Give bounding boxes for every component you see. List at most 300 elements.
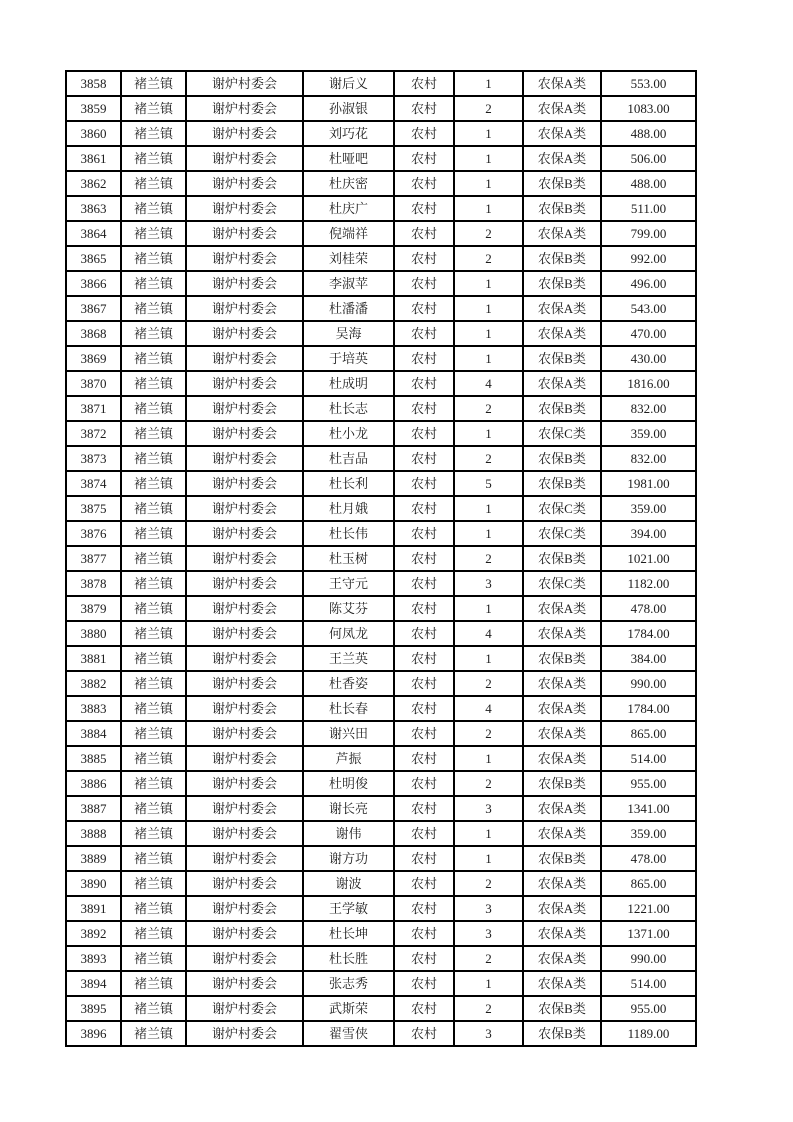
cell-amount: 1981.00 bbox=[601, 471, 696, 496]
cell-insurance-category: 农保B类 bbox=[523, 196, 601, 221]
cell-residence-type: 农村 bbox=[394, 1021, 454, 1046]
cell-residence-type: 农村 bbox=[394, 696, 454, 721]
cell-town: 褚兰镇 bbox=[121, 996, 186, 1021]
cell-amount: 514.00 bbox=[601, 971, 696, 996]
cell-seq: 3886 bbox=[66, 771, 121, 796]
cell-insurance-category: 农保A类 bbox=[523, 121, 601, 146]
cell-town: 褚兰镇 bbox=[121, 321, 186, 346]
cell-residence-type: 农村 bbox=[394, 146, 454, 171]
cell-insurance-category: 农保B类 bbox=[523, 446, 601, 471]
cell-person-count: 1 bbox=[454, 821, 523, 846]
cell-person-count: 3 bbox=[454, 921, 523, 946]
cell-insurance-category: 农保A类 bbox=[523, 96, 601, 121]
cell-village: 谢炉村委会 bbox=[186, 521, 303, 546]
cell-residence-type: 农村 bbox=[394, 871, 454, 896]
cell-residence-type: 农村 bbox=[394, 496, 454, 521]
cell-seq: 3884 bbox=[66, 721, 121, 746]
cell-town: 褚兰镇 bbox=[121, 621, 186, 646]
cell-person-count: 2 bbox=[454, 446, 523, 471]
cell-person-count: 3 bbox=[454, 896, 523, 921]
cell-name: 杜玉树 bbox=[303, 546, 394, 571]
cell-insurance-category: 农保B类 bbox=[523, 846, 601, 871]
cell-residence-type: 农村 bbox=[394, 996, 454, 1021]
cell-seq: 3878 bbox=[66, 571, 121, 596]
cell-town: 褚兰镇 bbox=[121, 946, 186, 971]
cell-town: 褚兰镇 bbox=[121, 396, 186, 421]
cell-village: 谢炉村委会 bbox=[186, 771, 303, 796]
cell-village: 谢炉村委会 bbox=[186, 496, 303, 521]
cell-residence-type: 农村 bbox=[394, 296, 454, 321]
cell-person-count: 2 bbox=[454, 721, 523, 746]
cell-amount: 359.00 bbox=[601, 421, 696, 446]
cell-amount: 384.00 bbox=[601, 646, 696, 671]
cell-town: 褚兰镇 bbox=[121, 571, 186, 596]
cell-person-count: 2 bbox=[454, 946, 523, 971]
table-row bbox=[66, 121, 696, 146]
cell-village: 谢炉村委会 bbox=[186, 921, 303, 946]
cell-amount: 1221.00 bbox=[601, 896, 696, 921]
cell-town: 褚兰镇 bbox=[121, 446, 186, 471]
cell-residence-type: 农村 bbox=[394, 721, 454, 746]
cell-insurance-category: 农保A类 bbox=[523, 921, 601, 946]
cell-town: 褚兰镇 bbox=[121, 371, 186, 396]
table-row bbox=[66, 146, 696, 171]
cell-name: 刘桂荣 bbox=[303, 246, 394, 271]
cell-amount: 488.00 bbox=[601, 121, 696, 146]
cell-residence-type: 农村 bbox=[394, 846, 454, 871]
cell-seq: 3863 bbox=[66, 196, 121, 221]
cell-person-count: 1 bbox=[454, 146, 523, 171]
cell-name: 杜长胜 bbox=[303, 946, 394, 971]
cell-village: 谢炉村委会 bbox=[186, 421, 303, 446]
cell-seq: 3885 bbox=[66, 746, 121, 771]
cell-seq: 3867 bbox=[66, 296, 121, 321]
cell-seq: 3860 bbox=[66, 121, 121, 146]
cell-town: 褚兰镇 bbox=[121, 346, 186, 371]
table-row bbox=[66, 71, 696, 96]
cell-insurance-category: 农保C类 bbox=[523, 421, 601, 446]
cell-seq: 3874 bbox=[66, 471, 121, 496]
cell-name: 武斯荣 bbox=[303, 996, 394, 1021]
cell-village: 谢炉村委会 bbox=[186, 546, 303, 571]
cell-name: 杜哑吧 bbox=[303, 146, 394, 171]
cell-insurance-category: 农保A类 bbox=[523, 71, 601, 96]
table-row bbox=[66, 771, 696, 796]
cell-town: 褚兰镇 bbox=[121, 521, 186, 546]
cell-person-count: 1 bbox=[454, 421, 523, 446]
cell-amount: 1189.00 bbox=[601, 1021, 696, 1046]
cell-person-count: 3 bbox=[454, 1021, 523, 1046]
table-row bbox=[66, 546, 696, 571]
cell-amount: 1182.00 bbox=[601, 571, 696, 596]
table-row bbox=[66, 996, 696, 1021]
cell-name: 李淑苹 bbox=[303, 271, 394, 296]
cell-town: 褚兰镇 bbox=[121, 971, 186, 996]
cell-insurance-category: 农保A类 bbox=[523, 871, 601, 896]
cell-village: 谢炉村委会 bbox=[186, 446, 303, 471]
cell-insurance-category: 农保B类 bbox=[523, 546, 601, 571]
cell-amount: 430.00 bbox=[601, 346, 696, 371]
payment-records-table bbox=[65, 70, 697, 1047]
table-row bbox=[66, 371, 696, 396]
cell-seq: 3891 bbox=[66, 896, 121, 921]
table-row bbox=[66, 471, 696, 496]
cell-residence-type: 农村 bbox=[394, 946, 454, 971]
cell-village: 谢炉村委会 bbox=[186, 871, 303, 896]
cell-village: 谢炉村委会 bbox=[186, 246, 303, 271]
cell-village: 谢炉村委会 bbox=[186, 796, 303, 821]
cell-residence-type: 农村 bbox=[394, 71, 454, 96]
table-row bbox=[66, 871, 696, 896]
cell-name: 杜长伟 bbox=[303, 521, 394, 546]
cell-seq: 3859 bbox=[66, 96, 121, 121]
cell-name: 谢方功 bbox=[303, 846, 394, 871]
cell-town: 褚兰镇 bbox=[121, 896, 186, 921]
cell-seq: 3877 bbox=[66, 546, 121, 571]
cell-town: 褚兰镇 bbox=[121, 246, 186, 271]
table-row bbox=[66, 296, 696, 321]
cell-insurance-category: 农保B类 bbox=[523, 771, 601, 796]
cell-amount: 506.00 bbox=[601, 146, 696, 171]
cell-village: 谢炉村委会 bbox=[186, 646, 303, 671]
cell-village: 谢炉村委会 bbox=[186, 121, 303, 146]
cell-name: 刘巧花 bbox=[303, 121, 394, 146]
cell-insurance-category: 农保A类 bbox=[523, 746, 601, 771]
cell-town: 褚兰镇 bbox=[121, 921, 186, 946]
cell-residence-type: 农村 bbox=[394, 321, 454, 346]
table-row bbox=[66, 421, 696, 446]
cell-person-count: 1 bbox=[454, 521, 523, 546]
cell-insurance-category: 农保A类 bbox=[523, 321, 601, 346]
cell-amount: 990.00 bbox=[601, 946, 696, 971]
cell-town: 褚兰镇 bbox=[121, 721, 186, 746]
cell-village: 谢炉村委会 bbox=[186, 396, 303, 421]
cell-person-count: 2 bbox=[454, 396, 523, 421]
cell-name: 谢波 bbox=[303, 871, 394, 896]
cell-person-count: 2 bbox=[454, 96, 523, 121]
cell-seq: 3869 bbox=[66, 346, 121, 371]
cell-seq: 3882 bbox=[66, 671, 121, 696]
cell-residence-type: 农村 bbox=[394, 121, 454, 146]
cell-residence-type: 农村 bbox=[394, 971, 454, 996]
cell-village: 谢炉村委会 bbox=[186, 296, 303, 321]
cell-person-count: 1 bbox=[454, 296, 523, 321]
cell-person-count: 1 bbox=[454, 71, 523, 96]
cell-person-count: 4 bbox=[454, 696, 523, 721]
cell-village: 谢炉村委会 bbox=[186, 96, 303, 121]
cell-name: 杜庆密 bbox=[303, 171, 394, 196]
cell-name: 杜长春 bbox=[303, 696, 394, 721]
cell-name: 王兰英 bbox=[303, 646, 394, 671]
cell-village: 谢炉村委会 bbox=[186, 196, 303, 221]
cell-residence-type: 农村 bbox=[394, 271, 454, 296]
cell-seq: 3893 bbox=[66, 946, 121, 971]
cell-amount: 955.00 bbox=[601, 771, 696, 796]
table-row bbox=[66, 496, 696, 521]
cell-village: 谢炉村委会 bbox=[186, 621, 303, 646]
cell-amount: 511.00 bbox=[601, 196, 696, 221]
table-row bbox=[66, 571, 696, 596]
cell-insurance-category: 农保A类 bbox=[523, 821, 601, 846]
cell-town: 褚兰镇 bbox=[121, 96, 186, 121]
cell-person-count: 4 bbox=[454, 371, 523, 396]
cell-insurance-category: 农保A类 bbox=[523, 371, 601, 396]
cell-town: 褚兰镇 bbox=[121, 646, 186, 671]
cell-insurance-category: 农保B类 bbox=[523, 996, 601, 1021]
cell-village: 谢炉村委会 bbox=[186, 696, 303, 721]
cell-residence-type: 农村 bbox=[394, 221, 454, 246]
cell-name: 杜庆广 bbox=[303, 196, 394, 221]
cell-seq: 3880 bbox=[66, 621, 121, 646]
cell-residence-type: 农村 bbox=[394, 196, 454, 221]
cell-amount: 478.00 bbox=[601, 596, 696, 621]
cell-amount: 1371.00 bbox=[601, 921, 696, 946]
cell-seq: 3864 bbox=[66, 221, 121, 246]
cell-amount: 990.00 bbox=[601, 671, 696, 696]
cell-name: 陈艾芬 bbox=[303, 596, 394, 621]
cell-name: 孙淑银 bbox=[303, 96, 394, 121]
cell-town: 褚兰镇 bbox=[121, 696, 186, 721]
cell-insurance-category: 农保A类 bbox=[523, 596, 601, 621]
cell-seq: 3896 bbox=[66, 1021, 121, 1046]
cell-town: 褚兰镇 bbox=[121, 671, 186, 696]
cell-insurance-category: 农保A类 bbox=[523, 621, 601, 646]
cell-seq: 3881 bbox=[66, 646, 121, 671]
table-row bbox=[66, 796, 696, 821]
cell-residence-type: 农村 bbox=[394, 571, 454, 596]
cell-seq: 3865 bbox=[66, 246, 121, 271]
cell-seq: 3890 bbox=[66, 871, 121, 896]
table-row bbox=[66, 521, 696, 546]
table-row bbox=[66, 646, 696, 671]
cell-residence-type: 农村 bbox=[394, 546, 454, 571]
cell-amount: 553.00 bbox=[601, 71, 696, 96]
cell-person-count: 2 bbox=[454, 671, 523, 696]
cell-seq: 3861 bbox=[66, 146, 121, 171]
cell-town: 褚兰镇 bbox=[121, 271, 186, 296]
cell-amount: 992.00 bbox=[601, 246, 696, 271]
table-row bbox=[66, 246, 696, 271]
cell-amount: 955.00 bbox=[601, 996, 696, 1021]
cell-insurance-category: 农保B类 bbox=[523, 1021, 601, 1046]
cell-insurance-category: 农保A类 bbox=[523, 221, 601, 246]
cell-residence-type: 农村 bbox=[394, 821, 454, 846]
cell-insurance-category: 农保C类 bbox=[523, 571, 601, 596]
table-row bbox=[66, 821, 696, 846]
cell-town: 褚兰镇 bbox=[121, 146, 186, 171]
table-row bbox=[66, 696, 696, 721]
cell-town: 褚兰镇 bbox=[121, 221, 186, 246]
table-row bbox=[66, 671, 696, 696]
cell-amount: 394.00 bbox=[601, 521, 696, 546]
cell-person-count: 1 bbox=[454, 196, 523, 221]
cell-person-count: 3 bbox=[454, 571, 523, 596]
cell-seq: 3862 bbox=[66, 171, 121, 196]
table-row bbox=[66, 321, 696, 346]
cell-insurance-category: 农保A类 bbox=[523, 896, 601, 921]
table-row bbox=[66, 921, 696, 946]
cell-amount: 359.00 bbox=[601, 821, 696, 846]
cell-person-count: 1 bbox=[454, 321, 523, 346]
cell-person-count: 1 bbox=[454, 846, 523, 871]
cell-village: 谢炉村委会 bbox=[186, 321, 303, 346]
cell-person-count: 4 bbox=[454, 621, 523, 646]
cell-town: 褚兰镇 bbox=[121, 796, 186, 821]
cell-person-count: 1 bbox=[454, 346, 523, 371]
cell-name: 王守元 bbox=[303, 571, 394, 596]
cell-residence-type: 农村 bbox=[394, 646, 454, 671]
cell-name: 谢后义 bbox=[303, 71, 394, 96]
cell-name: 杜香姿 bbox=[303, 671, 394, 696]
cell-town: 褚兰镇 bbox=[121, 496, 186, 521]
cell-residence-type: 农村 bbox=[394, 596, 454, 621]
cell-residence-type: 农村 bbox=[394, 346, 454, 371]
cell-person-count: 3 bbox=[454, 796, 523, 821]
cell-village: 谢炉村委会 bbox=[186, 71, 303, 96]
cell-insurance-category: 农保A类 bbox=[523, 696, 601, 721]
table-row bbox=[66, 721, 696, 746]
cell-village: 谢炉村委会 bbox=[186, 946, 303, 971]
cell-seq: 3870 bbox=[66, 371, 121, 396]
cell-village: 谢炉村委会 bbox=[186, 171, 303, 196]
cell-village: 谢炉村委会 bbox=[186, 721, 303, 746]
cell-town: 褚兰镇 bbox=[121, 821, 186, 846]
cell-insurance-category: 农保A类 bbox=[523, 721, 601, 746]
cell-village: 谢炉村委会 bbox=[186, 571, 303, 596]
cell-person-count: 1 bbox=[454, 496, 523, 521]
cell-residence-type: 农村 bbox=[394, 921, 454, 946]
cell-seq: 3876 bbox=[66, 521, 121, 546]
cell-insurance-category: 农保C类 bbox=[523, 496, 601, 521]
cell-residence-type: 农村 bbox=[394, 746, 454, 771]
cell-person-count: 1 bbox=[454, 121, 523, 146]
cell-town: 褚兰镇 bbox=[121, 171, 186, 196]
cell-insurance-category: 农保A类 bbox=[523, 946, 601, 971]
cell-person-count: 1 bbox=[454, 171, 523, 196]
cell-village: 谢炉村委会 bbox=[186, 846, 303, 871]
table-row bbox=[66, 896, 696, 921]
cell-seq: 3894 bbox=[66, 971, 121, 996]
cell-insurance-category: 农保A类 bbox=[523, 796, 601, 821]
cell-village: 谢炉村委会 bbox=[186, 996, 303, 1021]
cell-residence-type: 农村 bbox=[394, 671, 454, 696]
cell-name: 王学敏 bbox=[303, 896, 394, 921]
table-row bbox=[66, 746, 696, 771]
cell-seq: 3868 bbox=[66, 321, 121, 346]
cell-village: 谢炉村委会 bbox=[186, 596, 303, 621]
table-row bbox=[66, 346, 696, 371]
cell-residence-type: 农村 bbox=[394, 96, 454, 121]
cell-name: 何凤龙 bbox=[303, 621, 394, 646]
cell-insurance-category: 农保A类 bbox=[523, 296, 601, 321]
cell-amount: 865.00 bbox=[601, 871, 696, 896]
table-row bbox=[66, 596, 696, 621]
cell-amount: 478.00 bbox=[601, 846, 696, 871]
cell-residence-type: 农村 bbox=[394, 621, 454, 646]
cell-insurance-category: 农保B类 bbox=[523, 171, 601, 196]
cell-village: 谢炉村委会 bbox=[186, 146, 303, 171]
cell-person-count: 1 bbox=[454, 646, 523, 671]
cell-name: 于培英 bbox=[303, 346, 394, 371]
table-body bbox=[66, 71, 696, 1046]
cell-seq: 3858 bbox=[66, 71, 121, 96]
cell-name: 谢兴田 bbox=[303, 721, 394, 746]
cell-insurance-category: 农保B类 bbox=[523, 646, 601, 671]
cell-insurance-category: 农保B类 bbox=[523, 396, 601, 421]
cell-residence-type: 农村 bbox=[394, 521, 454, 546]
cell-insurance-category: 农保B类 bbox=[523, 471, 601, 496]
cell-town: 褚兰镇 bbox=[121, 846, 186, 871]
table-row bbox=[66, 96, 696, 121]
cell-amount: 543.00 bbox=[601, 296, 696, 321]
cell-town: 褚兰镇 bbox=[121, 746, 186, 771]
cell-person-count: 5 bbox=[454, 471, 523, 496]
cell-amount: 832.00 bbox=[601, 396, 696, 421]
cell-person-count: 1 bbox=[454, 596, 523, 621]
cell-amount: 865.00 bbox=[601, 721, 696, 746]
cell-seq: 3872 bbox=[66, 421, 121, 446]
cell-village: 谢炉村委会 bbox=[186, 896, 303, 921]
cell-amount: 799.00 bbox=[601, 221, 696, 246]
cell-amount: 832.00 bbox=[601, 446, 696, 471]
cell-seq: 3889 bbox=[66, 846, 121, 871]
cell-seq: 3873 bbox=[66, 446, 121, 471]
cell-residence-type: 农村 bbox=[394, 771, 454, 796]
cell-insurance-category: 农保B类 bbox=[523, 271, 601, 296]
cell-residence-type: 农村 bbox=[394, 396, 454, 421]
cell-person-count: 2 bbox=[454, 246, 523, 271]
cell-name: 杜小龙 bbox=[303, 421, 394, 446]
cell-village: 谢炉村委会 bbox=[186, 346, 303, 371]
cell-village: 谢炉村委会 bbox=[186, 221, 303, 246]
cell-person-count: 2 bbox=[454, 546, 523, 571]
cell-name: 翟雪侠 bbox=[303, 1021, 394, 1046]
table-row bbox=[66, 971, 696, 996]
cell-name: 杜长坤 bbox=[303, 921, 394, 946]
cell-amount: 1816.00 bbox=[601, 371, 696, 396]
cell-name: 杜长志 bbox=[303, 396, 394, 421]
cell-amount: 496.00 bbox=[601, 271, 696, 296]
cell-town: 褚兰镇 bbox=[121, 771, 186, 796]
cell-residence-type: 农村 bbox=[394, 796, 454, 821]
cell-person-count: 1 bbox=[454, 971, 523, 996]
cell-town: 褚兰镇 bbox=[121, 421, 186, 446]
cell-name: 杜明俊 bbox=[303, 771, 394, 796]
cell-residence-type: 农村 bbox=[394, 896, 454, 921]
cell-residence-type: 农村 bbox=[394, 446, 454, 471]
table-row bbox=[66, 271, 696, 296]
cell-village: 谢炉村委会 bbox=[186, 671, 303, 696]
table-row bbox=[66, 946, 696, 971]
cell-person-count: 1 bbox=[454, 746, 523, 771]
cell-name: 杜成明 bbox=[303, 371, 394, 396]
cell-person-count: 2 bbox=[454, 221, 523, 246]
table-row bbox=[66, 196, 696, 221]
cell-name: 杜月娥 bbox=[303, 496, 394, 521]
cell-residence-type: 农村 bbox=[394, 471, 454, 496]
cell-town: 褚兰镇 bbox=[121, 121, 186, 146]
cell-insurance-category: 农保B类 bbox=[523, 346, 601, 371]
cell-amount: 1784.00 bbox=[601, 621, 696, 646]
cell-name: 倪端祥 bbox=[303, 221, 394, 246]
cell-name: 谢伟 bbox=[303, 821, 394, 846]
cell-town: 褚兰镇 bbox=[121, 71, 186, 96]
cell-residence-type: 农村 bbox=[394, 171, 454, 196]
cell-name: 杜长利 bbox=[303, 471, 394, 496]
cell-seq: 3866 bbox=[66, 271, 121, 296]
cell-town: 褚兰镇 bbox=[121, 471, 186, 496]
cell-amount: 1083.00 bbox=[601, 96, 696, 121]
